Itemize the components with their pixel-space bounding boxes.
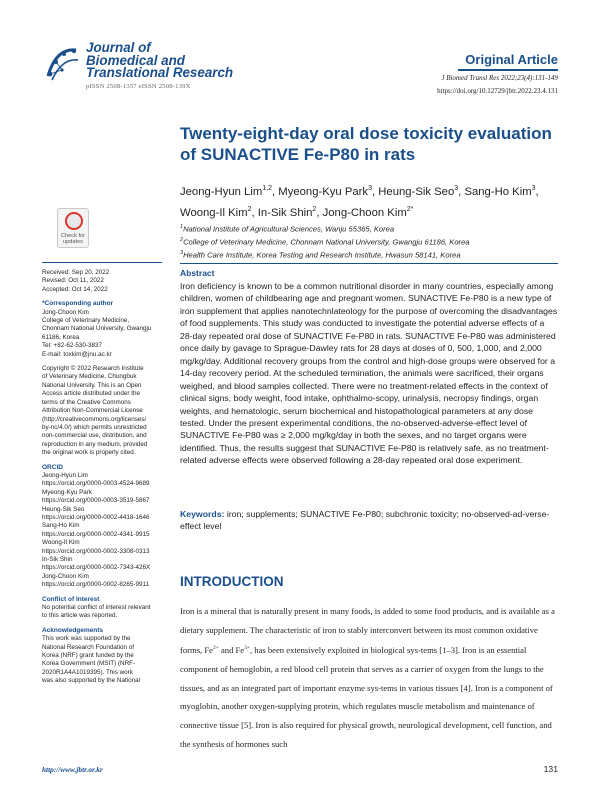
author: Myeong-Kyu Park$^3$, bbox=[278, 185, 379, 198]
affiliation: $^3$Health Care Institute, Korea Testing and Research Institute, Hwasun 58141, Korea bbox=[180, 250, 461, 260]
issn: pISSN 2508-1357 eISSN 2508-139X bbox=[86, 83, 191, 90]
ack-line: Korea Government (MSIT) (NRF- bbox=[42, 660, 136, 668]
author: In-Sik Shin$^2$, bbox=[257, 205, 323, 219]
corr-line: 61186, Korea bbox=[42, 333, 80, 341]
title-line2: of SUNACTIVE Fe-P80 in rats bbox=[180, 145, 416, 164]
orcid-line[interactable]: https://orcid.org/0000-0002-8265-9911 bbox=[42, 581, 150, 589]
orcid-line: Myeong-Kyu Park bbox=[42, 488, 93, 496]
ack-line: This work was supported by the bbox=[42, 635, 131, 643]
ack-line: was also supported by the National bbox=[42, 677, 141, 685]
orcid-line[interactable]: https://orcid.org/0000-0002-3308-0313 bbox=[42, 547, 150, 555]
header-rule bbox=[458, 69, 558, 71]
article-type: Original Article bbox=[465, 52, 558, 67]
journal-name bbox=[86, 42, 233, 80]
affiliation-list bbox=[180, 222, 580, 261]
conflict-heading: Conflict of Interest bbox=[42, 595, 100, 603]
article-title bbox=[180, 123, 580, 165]
copy-line: (http://creativecommons.org/licenses/ bbox=[42, 415, 147, 423]
author: Sang-Ho Kim$^3$, bbox=[464, 185, 539, 198]
orcid-line[interactable]: https://orcid.org/0000-0003-4524-9689 bbox=[42, 480, 150, 488]
journal-name-line2: Biomedical and bbox=[86, 52, 185, 68]
corr-line: Jong-Choon Kim bbox=[42, 308, 89, 316]
abstract-heading: Abstract bbox=[180, 268, 215, 278]
keywords-label: Keywords: bbox=[180, 509, 225, 519]
acknowledgements-heading: Acknowledgements bbox=[42, 626, 104, 634]
ack-line: National Research Foundation of bbox=[42, 643, 135, 651]
copy-line: non-commercial use, distribution, and bbox=[42, 432, 147, 440]
orcid-line: Jeong-Hyun Lim bbox=[42, 471, 88, 479]
dates-line: Received: Sep 20, 2022 bbox=[42, 269, 110, 276]
orcid-line[interactable]: https://orcid.org/0000-0002-7343-426X bbox=[42, 564, 151, 572]
badge-label: Check for updates bbox=[61, 233, 85, 246]
dates-line: Revised: Oct 11, 2022 bbox=[42, 277, 104, 285]
corresponding-heading: *Corresponding author bbox=[42, 300, 114, 308]
copy-line: by-nc/4.0/) which permits unrestricted bbox=[42, 423, 147, 431]
ack-line: Korea (NRF) grant funded by the bbox=[42, 652, 134, 660]
orcid-line: Sang-Ho Kim bbox=[42, 522, 80, 530]
ack-line: 2020R1A4A1019395). This work bbox=[42, 668, 133, 676]
copy-line: reproduction in any medium, provided bbox=[42, 440, 148, 448]
introduction-heading: INTRODUCTION bbox=[180, 574, 284, 589]
author-list bbox=[180, 180, 570, 222]
journal-logo bbox=[42, 42, 242, 98]
copy-line: Attribution Non-Commercial License bbox=[42, 407, 143, 415]
orcid-line: In-Sik Shin bbox=[42, 556, 73, 563]
journal-name-line1: Journal of bbox=[86, 40, 151, 55]
title-line1: Twenty-eight-day oral dose toxicity evaluation bbox=[180, 124, 552, 143]
abstract-rule bbox=[180, 263, 558, 264]
footer-url[interactable]: http://www.jbtr.or.kr bbox=[42, 765, 103, 774]
corr-line: College of Veterinary Medicine, bbox=[42, 317, 130, 325]
affiliation: $^2$College of Veterinary Medicine, Chonnam National University, Gwangju 61186, Korea bbox=[180, 237, 470, 247]
orcid-line[interactable]: https://orcid.org/0000-0002-4341-9915 bbox=[42, 530, 150, 538]
orcid-line: Woong-Il Kim bbox=[42, 539, 80, 547]
conflict-statement bbox=[42, 604, 162, 621]
corresponding-author bbox=[42, 309, 162, 359]
check-for-updates-badge[interactable] bbox=[57, 208, 89, 248]
article-dates bbox=[42, 269, 162, 294]
affiliation: $^1$National Institute of Agricultural Sciences, Wanju 55365, Korea bbox=[180, 224, 395, 234]
conflict-line: No potential conflict of interest relevant bbox=[42, 604, 151, 612]
sidebar-rule bbox=[42, 262, 162, 263]
bookmark-ribbon-icon bbox=[65, 212, 83, 230]
sidebar bbox=[42, 262, 162, 686]
keywords-text: iron; supplements; SUNACTIVE Fe-P80; subchronic toxicity; no-observed-ad-verse-effect level bbox=[180, 509, 550, 532]
copy-line: Copyright © 2022 Research Institute bbox=[42, 365, 144, 373]
page-number: 131 bbox=[543, 764, 558, 774]
dates-line: Accepted: Oct 14, 2022 bbox=[42, 285, 108, 293]
acknowledgements-text bbox=[42, 635, 162, 685]
copy-line: the original work is properly cited. bbox=[42, 449, 136, 457]
keywords bbox=[180, 508, 558, 533]
author: Jeong-Hyun Lim$^{1,2}$, bbox=[180, 185, 279, 198]
copy-line: of Veterinary Medicine, Chungbuk bbox=[42, 373, 137, 381]
orcid-line[interactable]: https://orcid.org/0000-0003-3519-5867 bbox=[42, 497, 150, 505]
doi-link[interactable]: https://doi.org/10.12729/jbtr.2022.23.4.131 bbox=[437, 87, 558, 95]
introduction-text: Iron is a mineral that is naturally present in many foods, is added to some food products, and is available as a dietary supplement. The characteristic of iron to stably interconvert between its most common oxidative forms, $Fe^{2+}$ and $Fe^{3+}$, has been extensively exploited in biological sys-tems [1–3]. Iron is an essential component of hemoglobin, a red blood cell protein that serves as a carrier of oxygen from the lungs to the tissues, and as an integrated part of important enzyme sys-tems in various tissues [4]. Iron is a component of myoglobin, another oxygen-supplying protein, which regulates muscle metabolism and maintenance of connective tissue [5]. Iron is also required for physical growth, neurological development, cell function, and the synthesis of hormones such bbox=[180, 606, 555, 749]
orcid-line: Jong-Choon Kim bbox=[42, 572, 89, 580]
copy-line: National University. This is an Open bbox=[42, 381, 142, 389]
author: Woong-Il Kim$^2$, bbox=[180, 205, 258, 219]
conflict-line: to this article was reported. bbox=[42, 612, 118, 620]
orcid-line[interactable]: https://orcid.org/0000-0002-4418-1646 bbox=[42, 513, 150, 521]
corr-line: E-mail: toxkim@jnu.ac.kr bbox=[42, 350, 112, 358]
abstract-text: Iron deficiency is known to be a common nutritional disorder in many countries, especially among children, women of childbearing age and pregnant women. SUNACTIVE Fe-P80 is a new type of iron supplement that applies nanotechnlateology for the purpose of overcoming the disadvantages of food supplements. This study was conducted to investigate the potential adverse effects of a 28-day repeated oral dose of SUNACTIVE Fe-P80 in rats. SUNACTIVE Fe-P80 was administered once daily by gavage to Sprague-Dawley rats for 28 days at doses of 0, 500, 1,000, and 2,000 mg/kg/day. Additional recovery groups from the control and high-dose groups were observed for a 14-day recovery period. At the scheduled termination, the animals were sacrificed, their organs weighed, and blood samples collected. There were no treatment-related effects in the context of clinical signs, body weight, food intake, ophthalmo-scopy, urinalysis, necropsy findings, organ weights, and hematologic, serum biochemical and histopathological parameters at any dose tested. Under the present experimental conditions, the no-observed-adverse-effect level of SUNACTIVE Fe-P80 was ≥ 2,000 mg/kg/day in both the sexes, and no target organs were identified. Thus, the results suggest that SUNACTIVE Fe-P80 is relatively safe, as no treatment-related adverse effects were observed following a 28-day repeated oral dose experiment. bbox=[180, 281, 558, 466]
copy-line: terms of the Creative Commons bbox=[42, 398, 131, 406]
corr-line: Tel: +82-62-530-3837 bbox=[42, 342, 103, 350]
journal-emblem-icon bbox=[42, 44, 82, 84]
orcid-heading: ORCID bbox=[42, 463, 63, 471]
orcid-list bbox=[42, 472, 162, 590]
author: Heung-Sik Seo$^3$, bbox=[378, 185, 465, 198]
journal-name-line3: Translational Research bbox=[86, 65, 234, 81]
orcid-line: Heung-Sik Seo bbox=[42, 505, 85, 513]
author: Jong-Choon Kim$^{2*}$ bbox=[322, 205, 414, 219]
citation: J Biomed Transl Res 2022;23(4):131-149 bbox=[441, 74, 558, 82]
copy-line: Access article distributed under the bbox=[42, 390, 141, 398]
corr-line: Chonnam National University, Gwangju bbox=[42, 325, 152, 333]
copyright-notice bbox=[42, 365, 162, 457]
